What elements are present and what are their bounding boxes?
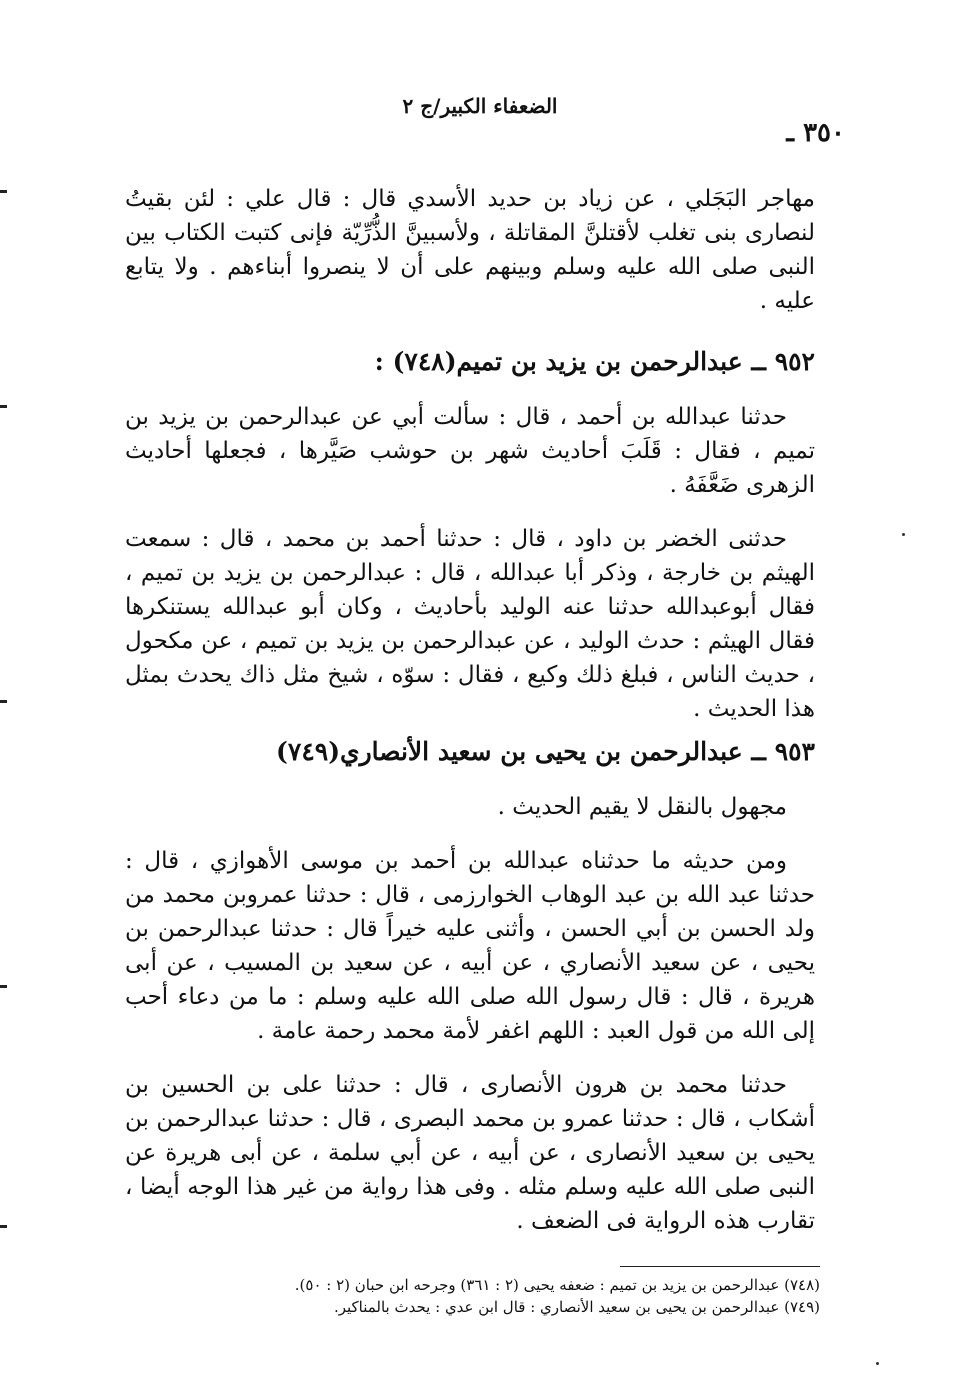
scan-speck [876,1362,879,1365]
paragraph-952-b: حدثنى الخضر بن داود ، قال : حدثنا أحمد بن محمد ، قال : سمعت الهيثم بن خارجة ، وذكر أبا عبدالله ، قال : عبدالرحمن بن يزيد بن تميم ، فقال أبوعبدالله حدثنا عنه الوليد بأحاديث ، وكان أبو عبدالله يستنكرها فقال الهيثم : حدث الوليد ، عن عبدالرحمن بن يزيد بن تميم ، عن مكحول ، حديث الناس ، فبلغ ذلك وكيع ، فقال : سوّه ، شيخ مثل ذاك يحدث بمثل هذا الحديث . [125,526,815,722]
entry-heading-952: ٩٥٢ ــ عبدالرحمن بن يزيد بن تميم(٧٤٨) : [374,347,815,376]
paragraph-953-a: مجهول بالنقل لا يقيم الحديث . [497,794,787,820]
paragraph-continuation: مهاجر البَجَلي ، عن زياد بن حديد الأسدي قال : قال علي : لئن بقيتُ لنصارى بنى تغلب لأقتلنَّ المقاتلة ، ولأسبينَّ الذُّرِّيّة فإنى كتبت الكتاب بين النبى صلى الله عليه وسلم وبينهم على أن لا ينصروا أبناءهم . ولا يتابع عليه . [125,186,815,314]
scan-margin-mark [0,405,7,408]
scan-speck [902,533,905,536]
footnotes [180,1274,820,1318]
paragraph-952-a: حدثنا عبدالله بن أحمد ، قال : سألت أبي عن عبدالرحمن بن يزيد بن تميم ، فقال : قَلَبَ أحاديث شهر بن حوشب صَيَّرها ، فجعلها أحاديث الزهرى ضَعَّفَهُ . [125,404,815,498]
main-text [125,182,815,1238]
scan-margin-mark [0,985,7,988]
footnote-divider [620,1266,820,1267]
page-number: ٣٥٠ ـ [786,118,845,148]
running-header-title: الضعفاء الكبير/ج ٢ [402,94,558,118]
footnote-748: (٧٤٨) عبدالرحمن بن يزيد بن تميم : ضعفه يحيى (٢ : ٣٦١) وجرحه ابن حبان (٢ : ٥٠). [294,1276,820,1294]
footnote-749: (٧٤٩) عبدالرحمن بن يحيى بن سعيد الأنصاري : قال ابن عدي : يحدث بالمناكير. [333,1298,820,1316]
paragraph-953-c: حدثنا محمد بن هرون الأنصارى ، قال : حدثنا على بن الحسين بن أشكاب ، قال : حدثنا عمرو بن محمد البصرى ، قال : حدثنا عبدالرحمن بن يحيى بن سعيد الأنصارى ، عن أبيه ، عن أبي سلمة ، عن أبى هريرة عن النبى صلى الله عليه وسلم مثله . وفى هذا رواية من غير هذا الوجه أيضا ، تقارب هذه الرواية فى الضعف . [125,1072,815,1234]
paragraph-953-b: ومن حديثه ما حدثناه عبدالله بن أحمد بن موسى الأهوازي ، قال : حدثنا عبد الله بن عبد الوهاب الخوارزمى ، قال : حدثنا عمروبن محمد من ولد الحسن بن أبي الحسن ، وأثنى عليه خيراً قال : حدثنا عبدالرحمن بن يحيى ، عن سعيد الأنصاري ، عن أبيه ، عن سعيد بن المسيب ، عن أبى هريرة ، قال : قال رسول الله صلى الله عليه وسلم : ما من دعاء أحب إلى الله من قول العبد : اللهم اغفر لأمة محمد رحمة عامة . [125,848,815,1044]
scan-margin-mark [0,1225,7,1228]
scan-margin-mark [0,700,7,703]
entry-heading-953: ٩٥٣ ــ عبدالرحمن بن يحيى بن سعيد الأنصاري(٧٤٩) [276,737,815,766]
scan-margin-mark [0,190,7,193]
